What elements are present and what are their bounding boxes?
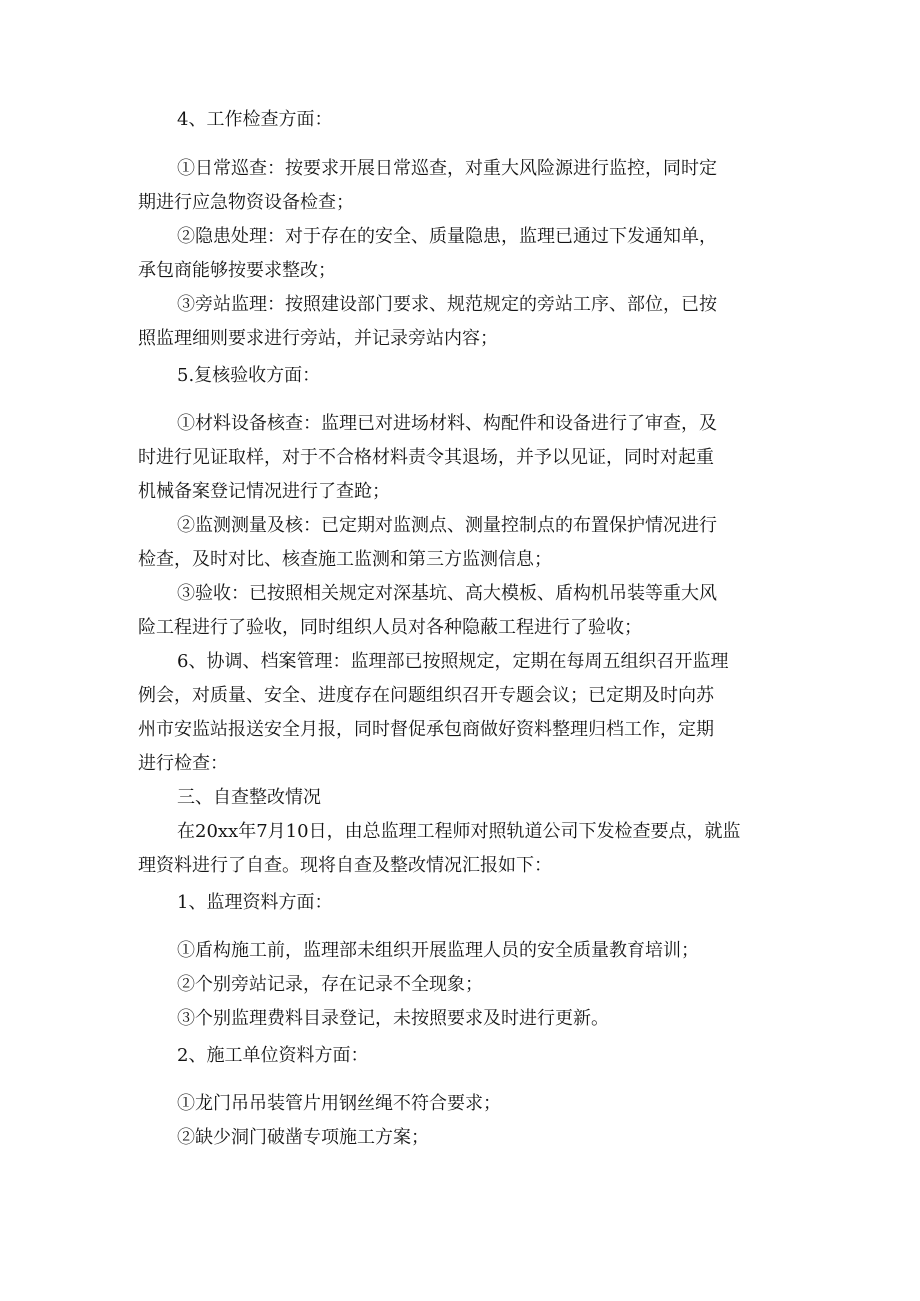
list-item: ③个别监理费料目录登记，未按照要求及时进行更新。	[177, 1008, 609, 1029]
paragraph-line: 险工程进行了验收，同时组织人员对各种隐蔽工程进行了验收；	[138, 617, 642, 638]
paragraph-line: ②监测测量及核：已定期对监测点、测量控制点的布置保护情况进行	[177, 515, 717, 536]
list-item: ②个别旁站记录，存在记录不全现象；	[177, 974, 483, 995]
heading-work-inspection: 4、工作检查方面：	[177, 109, 333, 130]
paragraph-line: 承包商能够按要求整改；	[138, 260, 336, 281]
heading-review-acceptance: 5.复核验收方面：	[177, 365, 321, 386]
paragraph-line: ①材料设备核查：监理已对进场材料、构配件和设备进行了审查，及	[177, 413, 717, 434]
section-heading-self-check: 三、自查整改情况	[177, 787, 321, 808]
paragraph-line: 检查，及时对比、核查施工监测和第三方监测信息；	[138, 549, 552, 570]
paragraph-line: 州市安监站报送安全月报，同时督促承包商做好资料整理归档工作，定期	[138, 719, 714, 740]
paragraph-line: 例会，对质量、安全、进度存在问题组织召开专题会议；已定期及时向苏	[138, 685, 714, 706]
paragraph-line: 期进行应急物资设备检查；	[138, 192, 354, 213]
list-item: ①龙门吊吊装管片用钢丝绳不符合要求；	[177, 1093, 501, 1114]
paragraph-line: 理资料进行了自查。现将自查及整改情况汇报如下：	[138, 855, 552, 876]
paragraph-line: ③验收：已按照相关规定对深基坑、高大模板、盾构机吊装等重大风	[177, 583, 717, 604]
heading-contractor-materials: 2、施工单位资料方面：	[177, 1045, 369, 1066]
paragraph-line: 6、协调、档案管理：监理部已按照规定，定期在每周五组织召开监理	[177, 651, 729, 672]
paragraph-line: 在20xx年7月10日，由总监理工程师对照轨道公司下发检查要点，就监	[177, 821, 741, 842]
paragraph-line: ①日常巡查：按要求开展日常巡查，对重大风险源进行监控，同时定	[177, 158, 717, 179]
paragraph-line: 进行检查：	[138, 753, 228, 774]
paragraph-line: ②隐患处理：对于存在的安全、质量隐患，监理已通过下发通知单，	[177, 226, 717, 247]
list-item: ①盾构施工前，监理部未组织开展监理人员的安全质量教育培训；	[177, 940, 699, 961]
list-item: ②缺少洞门破凿专项施工方案；	[177, 1127, 429, 1148]
paragraph-line: 照监理细则要求进行旁站，并记录旁站内容；	[138, 328, 498, 349]
paragraph-line: 时进行见证取样，对于不合格材料责令其退场，并予以见证，同时对起重	[138, 447, 714, 468]
paragraph-line: 机械备案登记情况进行了查跄；	[138, 481, 390, 502]
paragraph-line: ③旁站监理：按照建设部门要求、规范规定的旁站工序、部位，已按	[177, 294, 717, 315]
heading-supervision-materials: 1、监理资料方面：	[177, 892, 333, 913]
